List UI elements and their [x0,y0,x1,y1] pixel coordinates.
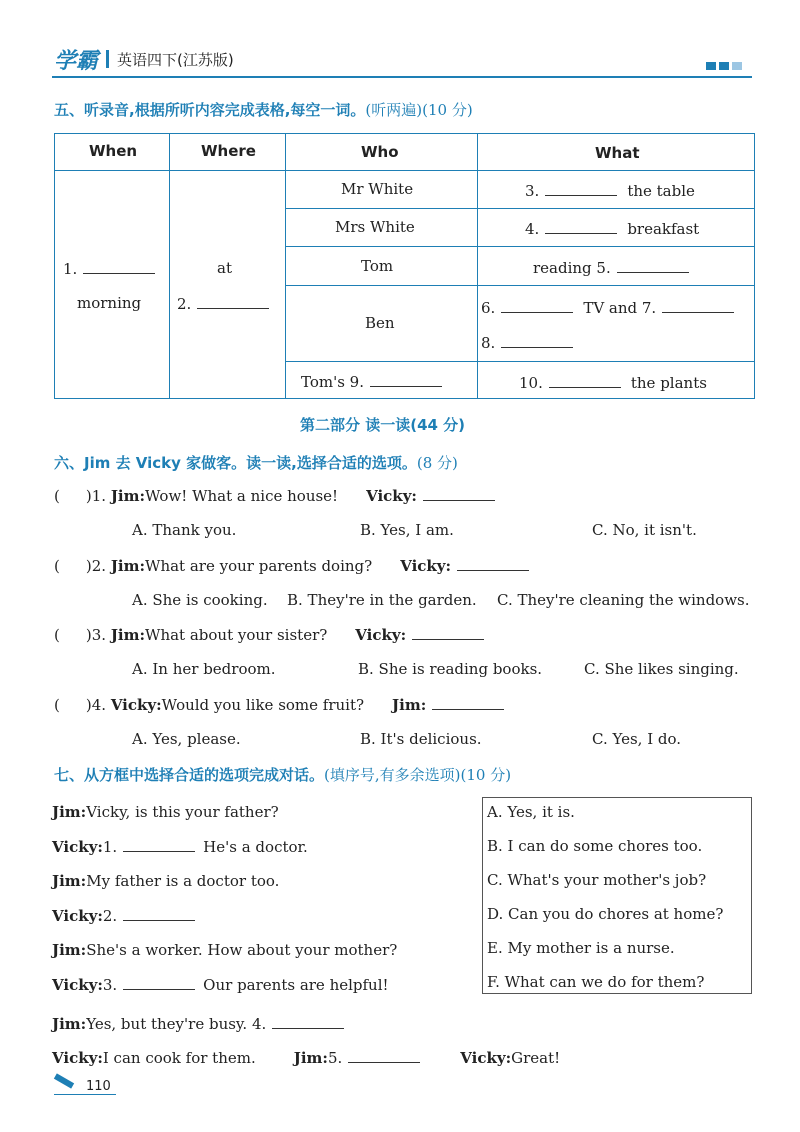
option-c: C. What's your mother's job? [487,871,707,889]
q2-option-a: A. She is cooking. [132,591,268,609]
q4-option-b: B. It's delicious. [360,730,482,748]
section7-title: 七、从方框中选择合适的选项完成对话。 [54,766,325,784]
q1-answer-blank[interactable] [423,486,495,501]
dialog-blank-3[interactable] [123,975,195,990]
where-blank-2: 2. [177,294,269,313]
q2-line: ( )2. Jim:What are your parents doing? Vicky: [54,556,529,575]
option-d: D. Can you do chores at home? [487,905,724,923]
when-morning: morning [77,294,142,312]
q2-option-c: C. They're cleaning the windows. [497,591,750,609]
what-row-5: 10. the plants [519,374,707,392]
what-row-4a: 6. TV and 7. [481,298,734,317]
dialog-line-5: Jim:She's a worker. How about your mother? [52,941,398,959]
q3-option-b: B. She is reading books. [358,660,543,678]
q4-option-a: A. Yes, please. [132,730,241,748]
section5-note: (听两遍)(10 分) [365,101,473,119]
section6-title: 六、Jim 去 Vicky 家做客。读一读,选择合适的选项。 [54,454,417,472]
col-what: What [595,144,640,162]
dialog-line-7: Jim:Yes, but they're busy. 4. [52,1014,344,1033]
dialog-line-3: Jim:My father is a doctor too. [52,872,280,890]
dialog-line-1: Jim:Vicky, is this your father? [52,803,279,821]
option-b: B. I can do some chores too. [487,837,703,855]
who-tom-9: Tom's 9. [301,372,442,391]
when-blank-1: 1. [63,259,155,278]
q2-answer-blank[interactable] [457,556,529,571]
q1-option-c: C. No, it isn't. [592,521,697,539]
what-row-3: reading 5. [533,258,689,277]
q3-answer-blank[interactable] [412,625,484,640]
q4-option-c: C. Yes, I do. [592,730,682,748]
dialog-line-6: Vicky:3. Our parents are helpful! [52,976,389,994]
brand-name: 学霸 [54,48,99,74]
q4-line: ( )4. Vicky:Would you like some fruit? Jim: [54,695,504,714]
dialog-line-4: Vicky:2. [52,906,195,925]
q3-option-a: A. In her bedroom. [132,660,276,678]
what-row-1: 3. the table [525,182,695,200]
q4-answer-blank[interactable] [432,695,504,710]
dialog-blank-1[interactable] [123,837,195,852]
section6-heading [54,452,458,473]
where-at: at [217,259,232,277]
who-mr-white: Mr White [341,180,414,198]
who-tom: Tom [361,257,394,275]
pencil-icon [54,1073,74,1088]
col-who: Who [361,143,399,161]
section6-note: (8 分) [416,454,458,472]
what-row-4b: 8. [481,333,573,352]
dialog-line-8: Vicky:I can cook for them. Jim:5. Vicky:Great! [52,1049,561,1067]
section7-note: (填序号,有多余选项)(10 分) [324,766,512,784]
section5-title: 五、听录音,根据所听内容完成表格,每空一词。 [54,101,366,119]
dialog-blank-4[interactable] [272,1014,344,1029]
footer-rule [54,1094,116,1095]
section7-heading [54,764,511,785]
dialog-line-2: Vicky:1. He's a doctor. [52,838,308,856]
listening-table [54,133,755,399]
who-mrs-white: Mrs White [335,218,415,236]
option-e: E. My mother is a nurse. [487,939,675,957]
part2-heading: 第二部分 读一读(44 分) [300,416,466,434]
option-a: A. Yes, it is. [487,803,575,821]
dialog-blank-2[interactable] [123,906,195,921]
header-decor-blocks [706,62,742,70]
q1-option-a: A. Thank you. [132,521,237,539]
book-title: 英语四下(江苏版) [117,50,234,69]
q3-option-c: C. She likes singing. [584,660,739,678]
q1-line: ( )1. Jim:Wow! What a nice house! Vicky: [54,486,495,505]
q2-option-b: B. They're in the garden. [287,591,477,609]
option-f: F. What can we do for them? [487,973,705,991]
page-number: 110 [86,1079,111,1094]
header-divider [106,50,109,68]
header-rule [52,76,752,78]
col-when: When [89,142,138,160]
col-where: Where [201,142,256,160]
q3-line: ( )3. Jim:What about your sister? Vicky: [54,625,484,644]
dialog-blank-5[interactable] [348,1048,420,1063]
what-row-2: 4. breakfast [525,220,700,238]
who-ben: Ben [365,314,395,332]
q1-option-b: B. Yes, I am. [360,521,454,539]
section5-heading [54,99,473,120]
options-box [482,797,752,994]
header-logo [54,44,234,74]
